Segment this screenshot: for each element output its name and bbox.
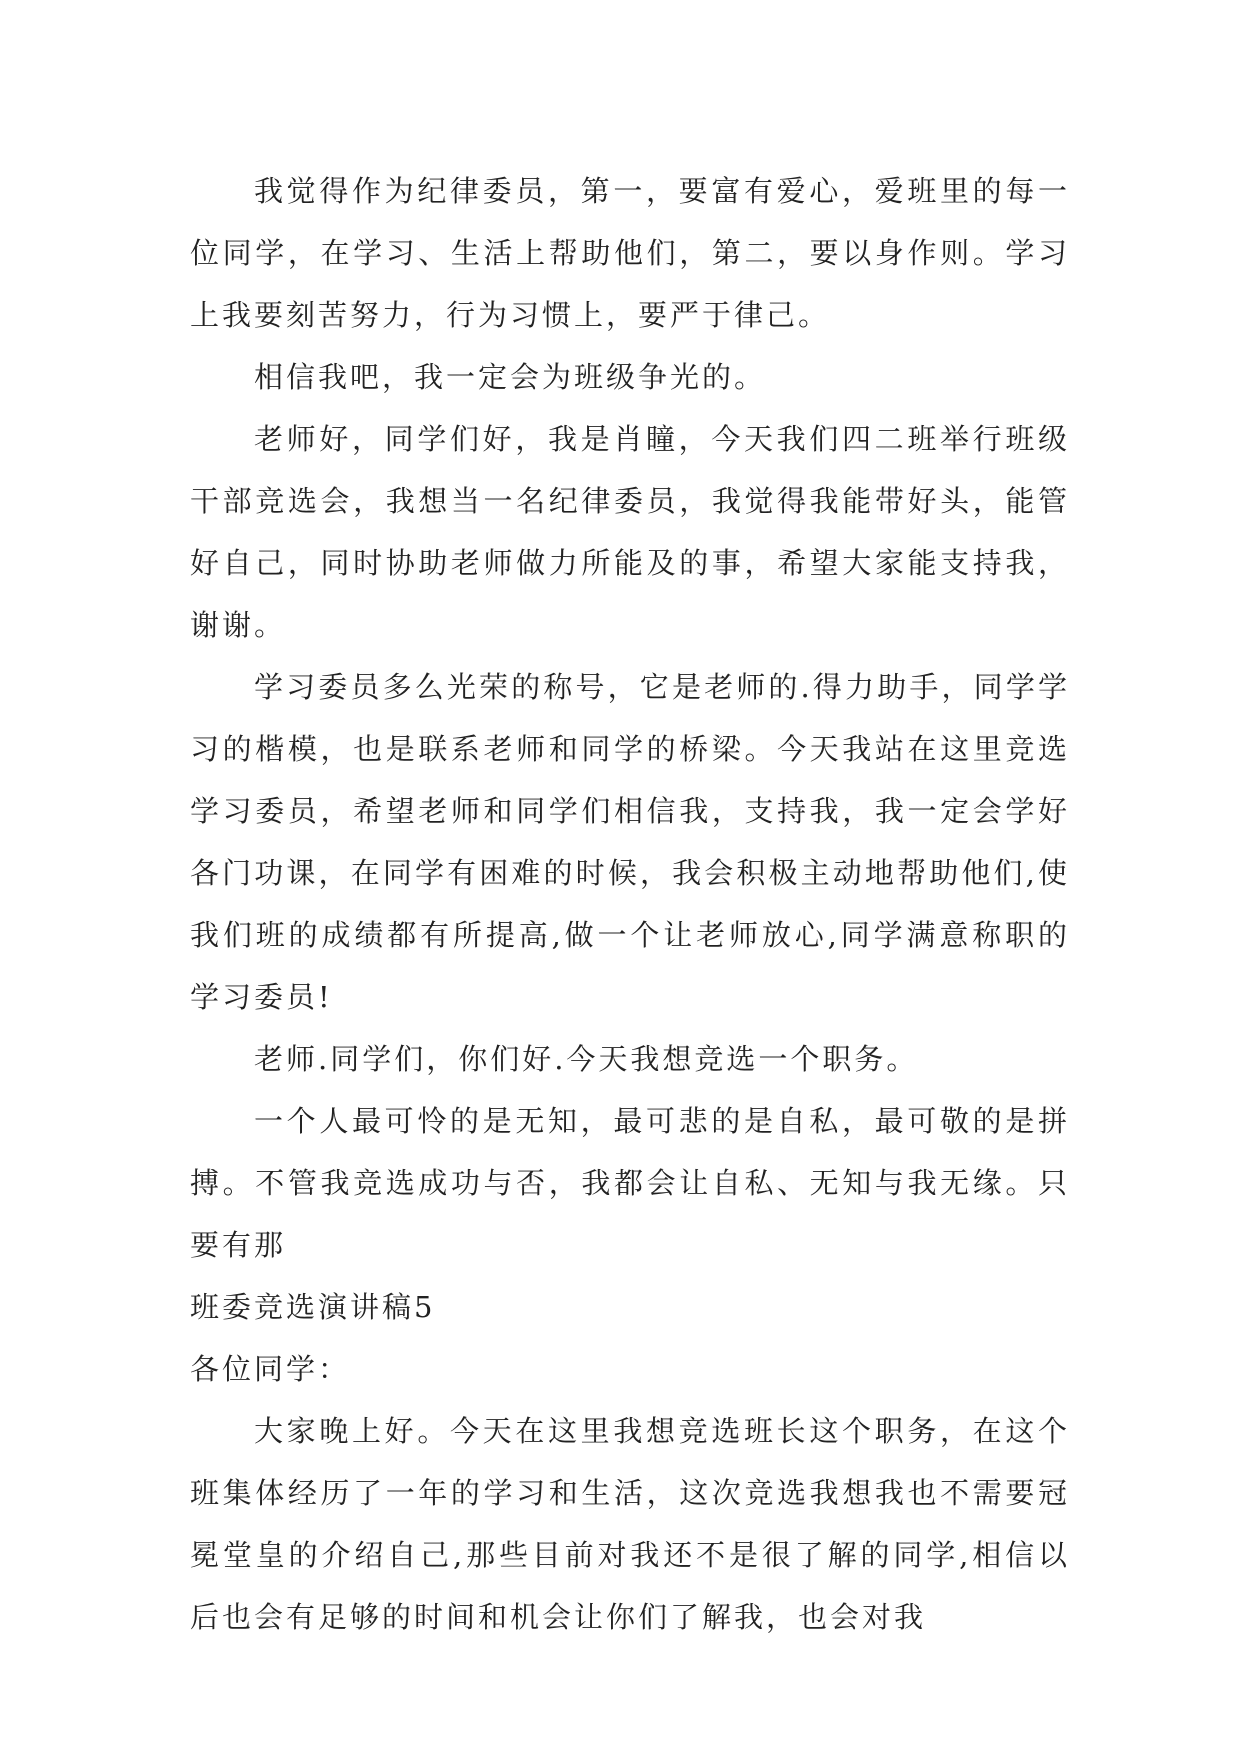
- paragraph-ignorance-selfishness: 一个人最可怜的是无知，最可悲的是自私，最可敬的是拼搏。不管我竞选成功与否，我都会让自私、无知与我无缘。只要有那: [190, 1104, 1070, 1262]
- paragraph-greeting: 老师.同学们，你们好.今天我想竞选一个职务。: [254, 1042, 919, 1076]
- paragraph-monitor-speech: 大家晚上好。今天在这里我想竞选班长这个职务，在这个班集体经历了一年的学习和生活，这次竞选我想我也不需要冠冕堂皇的介绍自己,那些目前对我还不是很了解的同学,相信以后也会有足够的时间和机会让你们了解我，也会对我: [190, 1414, 1070, 1634]
- salutation: 各位同学：: [190, 1352, 351, 1386]
- paragraph-believe-me: 相信我吧，我一定会为班级争光的。: [254, 360, 767, 394]
- document-body: [190, 160, 1070, 1648]
- section-heading: 班委竞选演讲稿5: [190, 1290, 436, 1324]
- paragraph-xiao-tong-speech: 老师好，同学们好，我是肖瞳，今天我们四二班举行班级干部竞选会，我想当一名纪律委员，我觉得我能带好头，能管好自己，同时协助老师做力所能及的事，希望大家能支持我，谢谢。: [190, 422, 1070, 642]
- paragraph-discipline-duties: 我觉得作为纪律委员，第一，要富有爱心，爱班里的每一位同学，在学习、生活上帮助他们，第二，要以身作则。学习上我要刻苦努力，行为习惯上，要严于律己。: [190, 174, 1070, 332]
- paragraph-study-committee: 学习委员多么光荣的称号，它是老师的.得力助手，同学学习的楷模，也是联系老师和同学的桥梁。今天我站在这里竞选学习委员，希望老师和同学们相信我，支持我，我一定会学好各门功课，在同学有困难的时候，我会积极主动地帮助他们,使我们班的成绩都有所提高,做一个让老师放心,同学满意称职的学习委员!: [190, 670, 1070, 1014]
